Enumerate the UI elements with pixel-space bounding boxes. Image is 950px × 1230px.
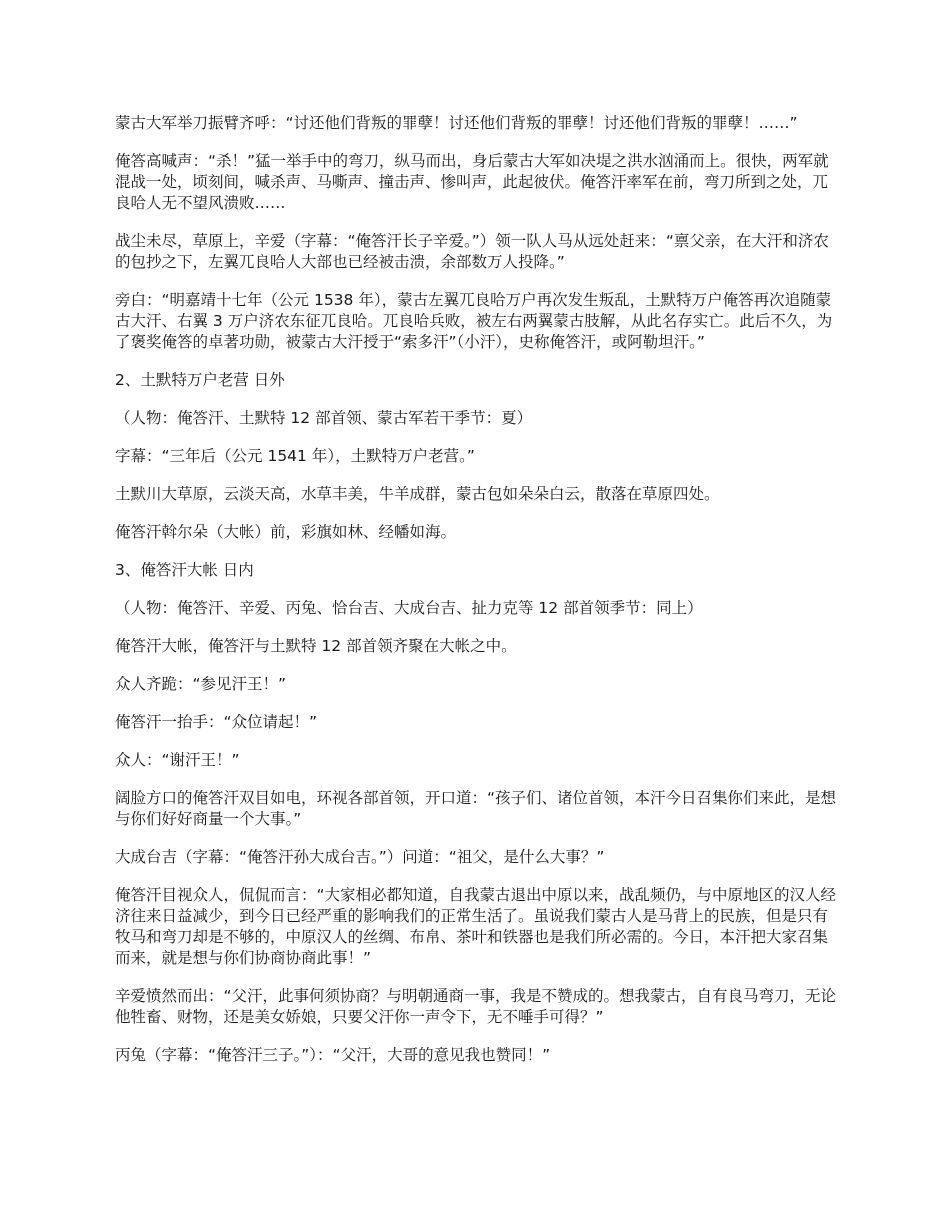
paragraph-13: 众人齐跪：“参见汗王！”: [115, 675, 287, 693]
paragraph-16: 阔脸方口的俺答汗双目如电，环视各部首领，开口道：“孩子们、诸位首领，本汗今日召集你们来此，是想与你们好好商量一个大事。”: [115, 789, 837, 828]
paragraph-7: 字幕：“三年后（公元 1541 年），土默特万户老营。”: [115, 447, 475, 465]
paragraph-15: 众人：“谢汗王！”: [115, 751, 240, 769]
paragraph-3: 战尘未尽，草原上，辛爱（字幕：“俺答汗长子辛爱。”）领一队人马从远处赶来：“禀父亲，在大汗和济农的包抄之下，左翼兀良哈人大部也已经被击溃，余部数万人投降。”: [115, 232, 829, 271]
paragraph-8: 土默川大草原，云淡天高，水草丰美，牛羊成群，蒙古包如朵朵白云，散落在草原四处。: [115, 485, 720, 503]
paragraph-2: 俺答高喊声：“杀！”猛一举手中的弯刀，纵马而出，身后蒙古大军如决堤之洪水汹涌而上。很快，两军就混战一处，顷刻间，喊杀声、马嘶声、撞击声、惨叫声，此起彼伏。俺答汗率军在前，弯刀所到之处，兀良哈人无不望风溃败……: [115, 152, 829, 212]
paragraph-4: 旁白：“明嘉靖十七年（公元 1538 年），蒙古左翼兀良哈万户再次发生叛乱，土默特万户俺答再次追随蒙古大汗、右翼 3 万户济农东征兀良哈。兀良哈兵败，被左右两翼蒙古肢解，从此名存实亡。此后不久，为了褒奖俺答的卓著功勋，被蒙古大汗授于“索多汗”（小汗），史称俺答汗，或阿勒坦汗。”: [115, 291, 833, 351]
scene-heading-2: 2、土默特万户老营 日外: [115, 371, 285, 389]
paragraph-18: 俺答汗目视众人，侃侃而言：“大家相必都知道，自我蒙古退出中原以来，战乱频仍，与中原地区的汉人经济往来日益减少，到今日已经严重的影响我们的正常生活了。虽说我们蒙古人是马背上的民族，但是只有牧马和弯刀却是不够的，中原汉人的丝绸、布帛、茶叶和铁器也是我们所必需的。今日，本汗把大家召集而来，就是想与你们协商协商此事！”: [115, 886, 837, 967]
paragraph-19: 辛爱愤然而出：“父汗，此事何须协商？与明朝通商一事，我是不赞成的。想我蒙古，自有良马弯刀，无论他牲畜、财物，还是美女娇娘，只要父汗你一声令下，无不唾手可得？”: [115, 987, 837, 1026]
scene-heading-3: 3、俺答汗大帐 日内: [115, 561, 254, 579]
paragraph-17: 大成台吉（字幕：“俺答汗孙大成台吉。”）问道：“祖父，是什么大事？”: [115, 848, 605, 866]
document-body: [115, 113, 840, 1083]
paragraph-1: 蒙古大军举刀振臂齐呼：“讨还他们背叛的罪孽！讨还他们背叛的罪孽！讨还他们背叛的罪孽！……”: [115, 114, 798, 132]
scene-3-characters: （人物：俺答汗、辛爱、丙兔、恰台吉、大成台吉、扯力克等 12 部首领季节：同上）: [115, 599, 703, 617]
paragraph-20: 丙兔（字幕：“俺答汗三子。”）：“父汗，大哥的意见我也赞同！”: [115, 1046, 551, 1064]
paragraph-9: 俺答汗斡尔朵（大帐）前，彩旗如林、经幡如海。: [115, 523, 457, 541]
paragraph-14: 俺答汗一抬手：“众位请起！”: [115, 713, 318, 731]
scene-2-characters: （人物：俺答汗、土默特 12 部首领、蒙古军若干季节：夏）: [115, 409, 533, 427]
paragraph-12: 俺答汗大帐，俺答汗与土默特 12 部首领齐聚在大帐之中。: [115, 637, 517, 655]
